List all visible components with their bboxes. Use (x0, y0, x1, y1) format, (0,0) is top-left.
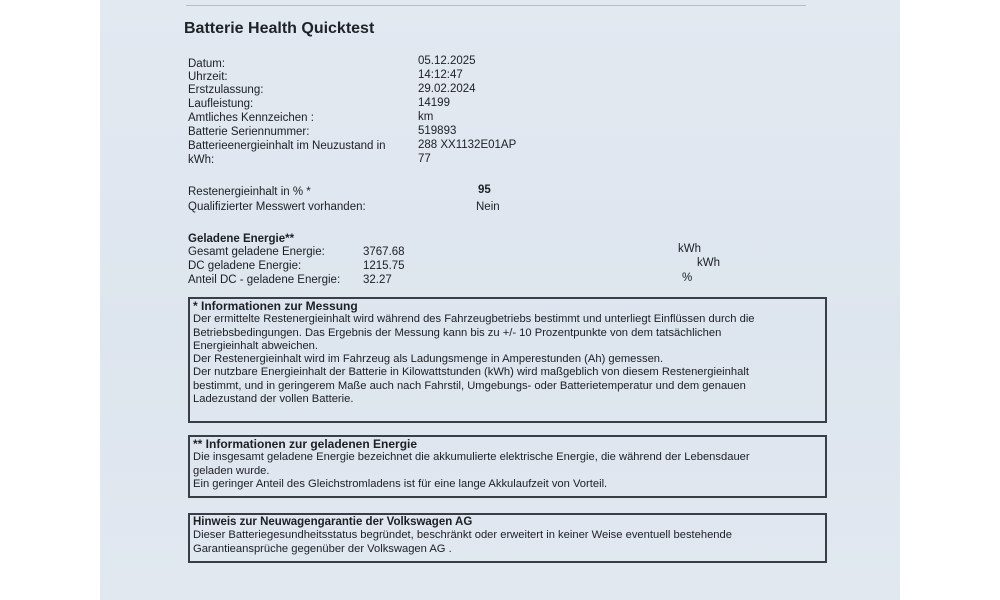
value-erstzulassung: 29.02.2024 (418, 83, 476, 95)
text-line: Der nutzbare Energieinhalt der Batterie in Kilowattstunden (kWh) wird maßgeblich von diesem Restenergieinhalt (193, 366, 749, 379)
document-page (100, 0, 900, 600)
label-gesamt-energie: Gesamt geladene Energie: (188, 246, 325, 258)
text-line: Der Restenergieinhalt wird im Fahrzeug als Ladungsmenge in Amperestunden (Ah) gemessen. (193, 353, 664, 366)
label-laufleistung: Laufleistung: (188, 98, 254, 110)
text-line: Die insgesamt geladene Energie bezeichnet die akkumulierte elektrische Energie, die während der Lebensdauer (193, 451, 750, 464)
info-box-geladene-energie (188, 435, 827, 498)
unit-anteil-dc: % (682, 272, 693, 284)
info-box-geladene-energie-heading: ** Informationen zur geladenen Energie (193, 437, 418, 451)
label-datum: Datum: (188, 58, 226, 70)
label-qualifiziert: Qualifizierter Messwert vorhanden: (188, 201, 366, 213)
label-dc-energie: DC geladene Energie: (188, 260, 302, 272)
text-line: geladen wurde. (193, 464, 270, 477)
value-gesamt-energie: 3767.68 (363, 246, 405, 258)
value-restenergie: 95 (478, 184, 491, 196)
text-line: Betriebsbedingungen. Das Ergebnis der Messung kann bis zu +/- 10 Prozentpunkte von dem tatsächlichen (193, 326, 722, 339)
info-box-messung (188, 297, 827, 423)
value-anteil-dc: 32.27 (363, 274, 392, 286)
value-qualifiziert: Nein (476, 201, 500, 213)
value-uhrzeit: 14:12:47 (418, 69, 463, 81)
value-datum: 05.12.2025 (418, 55, 476, 67)
text-line: Der ermittelte Restenergieinhalt wird während des Fahrzeugbetriebs bestimmt und unterliegt Einflüssen durch die (193, 313, 755, 326)
page-title: Batterie Health Quicktest (184, 20, 375, 37)
info-box-messung-heading: * Informationen zur Messung (193, 299, 358, 313)
value-dc-energie: 1215.75 (363, 260, 405, 272)
text-line: Energieinhalt abweichen. (193, 339, 319, 352)
text-line: bestimmt, und in geringerem Maße auch nach Fahrstil, Umgebungs- oder Batterietemperatur und dem genauen (193, 379, 746, 392)
label-erstzulassung: Erstzulassung: (188, 84, 264, 96)
value-laufleistung: 14199 (418, 97, 450, 109)
text-line: Ladezustand der vollen Batterie. (193, 393, 354, 406)
label-energieinhalt-neu: Batterieenergieinhalt im Neuzustand in (188, 140, 386, 152)
divider (186, 5, 806, 6)
unit-gesamt-energie: kWh (678, 243, 701, 255)
label-restenergie: Restenergieinhalt in % * (188, 186, 311, 198)
value-km: km (418, 111, 434, 123)
label-kwh: kWh: (188, 154, 215, 166)
unit-dc-energie: kWh (697, 257, 720, 269)
info-box-neuwagengarantie (188, 513, 827, 563)
value-seriennummer: 519893 (418, 125, 457, 137)
text-line: Dieser Batteriegesundheitsstatus begründet, beschränkt oder erweitert in keiner Weise eventuell bestehende (193, 529, 732, 542)
section-heading-geladene-energie: Geladene Energie** (188, 233, 295, 245)
value-kwh: 77 (418, 153, 431, 165)
label-seriennummer: Batterie Seriennummer: (188, 126, 310, 138)
value-batterie-id: 288 XX1132E01AP (418, 139, 517, 151)
text-line: Ein geringer Anteil des Gleichstromladens ist für eine lange Akkulaufzeit von Vorteil. (193, 477, 608, 490)
label-anteil-dc: Anteil DC - geladene Energie: (188, 274, 341, 286)
label-uhrzeit: Uhrzeit: (188, 71, 228, 83)
info-box-neuwagengarantie-heading: Hinweis zur Neuwagengarantie der Volkswagen AG (193, 516, 473, 528)
text-line: Garantieansprüche gegenüber der Volkswagen AG . (193, 542, 452, 555)
label-kennzeichen: Amtliches Kennzeichen : (188, 112, 314, 124)
